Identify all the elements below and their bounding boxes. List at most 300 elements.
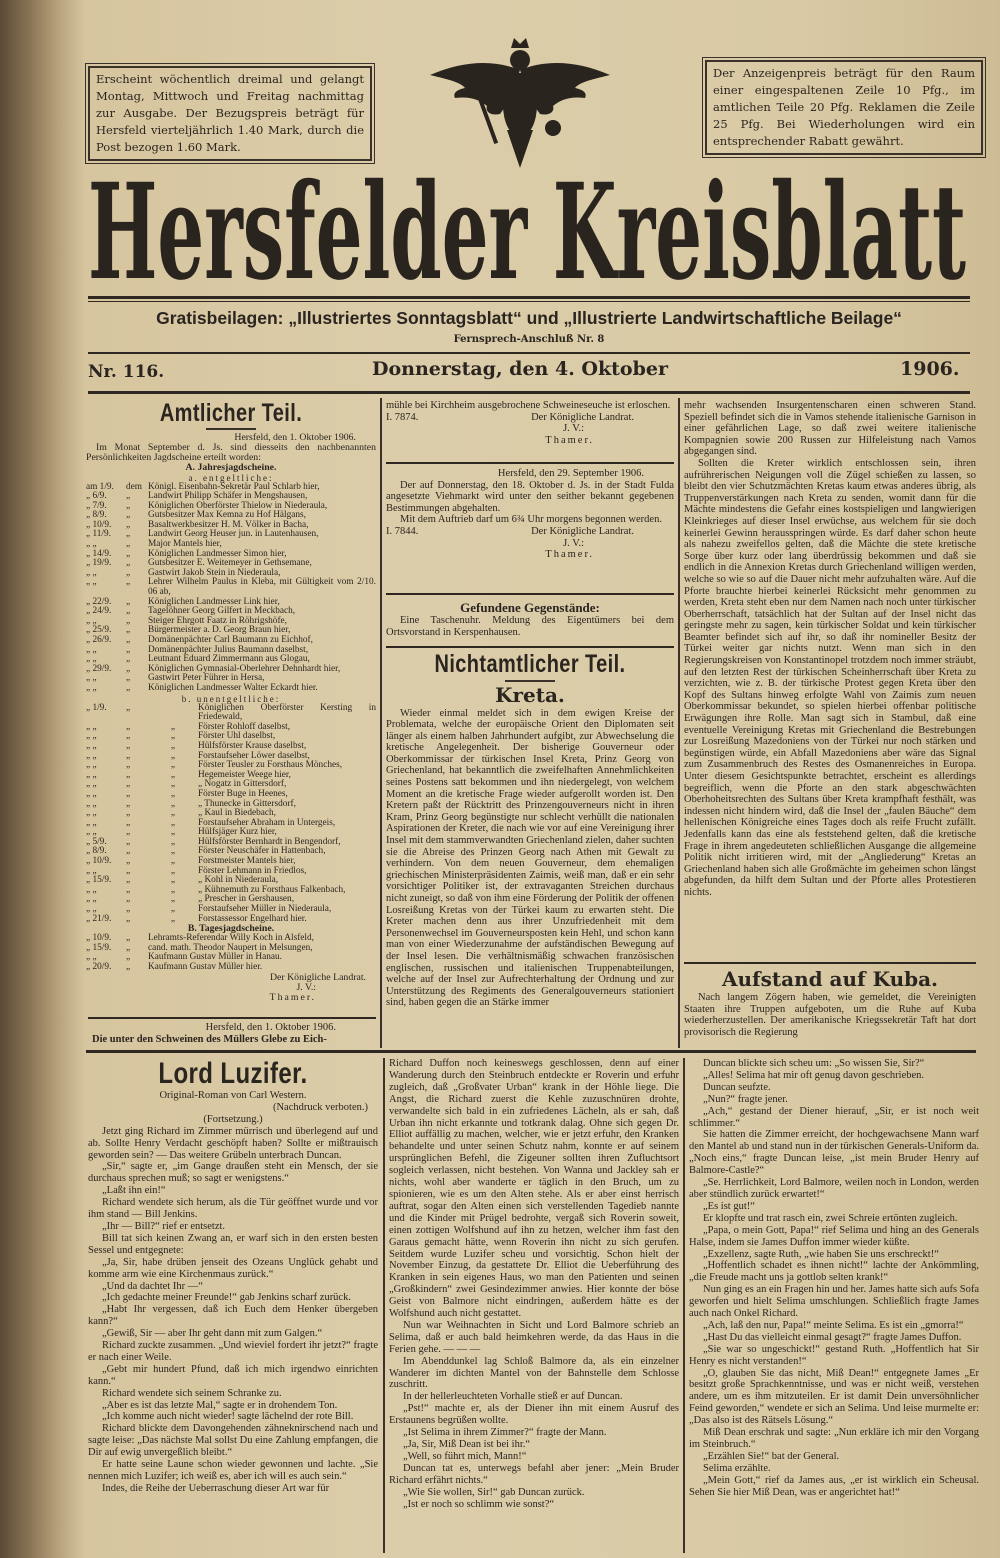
license-holder: Hülfsjäger Kurz hier, [198,827,277,838]
license-list-a [86,483,376,694]
license-date: „ „ [86,673,97,684]
notice-date: Hersfeld, den 1. Oktober 1906. [205,1022,336,1033]
license-preposition: „ [126,721,131,732]
ditto-mark: „ [170,817,176,828]
ditto-mark: „ [170,788,176,799]
license-date: am 1/9. [86,481,114,492]
novel-paragraph: „Sir,“ sagte er, „im Gange draußen steht ein Mensch, der sie durchaus sprechen muß; so sagt er wenigstens.“ [88,1161,378,1185]
license-preposition: „ [126,596,131,607]
novel-paragraph: „Ja, Sir, habe drüben jenseit des Ozeans Unglück gehabt und komme arm wie eine Kirchenmaus zurück.“ [88,1256,378,1280]
license-preposition: „ [126,962,131,972]
license-holder: Major Mantels hier, [148,539,222,550]
novel-paragraph: „Ach, laß den nur, Papa!“ meinte Selima. Es ist ein „gmorra!“ [703,1319,964,1331]
novel-paragraph: „O, glauben Sie das nicht, Miß Dean!“ entgegnete James „Er besitzt große Sprachkenntnisse, und was er nicht weiß, verstehen andere, um es ihm mitzuteilen. Er ist damit Dein unversöhnlicher Feind geworden,“ wendete er sich an Selima. Und leise murmelte er: „Das also ist des Rätsels Lösung.“ [689,1367,979,1427]
license-holder: Kaufmann Gustav Müller in Hanau. [148,952,282,963]
novel-paragraph: „Gebt mir hundert Pfund, daß ich mich irgendwo einrichten kann.“ [88,1363,378,1387]
ditto-mark: „ [170,856,176,867]
novel-paragraph: „Habt Ihr vergessen, daß ich Euch dem Henker übergeben kann?“ [88,1304,378,1328]
novel-paragraph: Richard Duffon noch keineswegs geschlossen, denn auf einer Wanderung durch den Steinbruch entdeckte er Roverin und erfuhr zugleich, daß „Großvater Urban“ krank in der Höhle liege. Die Angst, die Richard zuerst die Kehle zuzuschnüren drohte, verwandelte sich bald in ein zufriedenes Lächeln, als er sah, daß Urban ihn nicht erkannte und totkrank dalag. Ohne sich gegen Dr. Elliot auffällig zu machen, welcher, wie er jetzt erfuhr, den Kranken behandelte und unter seinen Schutz nahm, konnte er auf seinem ursprünglichen Befehl, die Zigeuner sollten ihren Zufluchtsort sogleich verlassen, nicht bestehen. Von Wanna und Jackley sah er nichts, wohl aber wanderte er täglich in den Bruch, um zu spionieren, wie es um den Alten stehe. Als er aber einst herrisch auftrat, sogar den Alten einen sich verstellenden Tagedieb nannte und die Kinder mit Prügel bedrohte, vergaß sich Roverin soweit, einen zottigen Wolfshund auf ihn zu hetzen, welcher ihm fast den Garaus gemacht hätte, wenn Roverin ihn nicht zu sich gerufen. Seitdem wurde Luzifer scheu und vorsichtig. Schon hielt der November Einzug, da gestattete Dr. Elliot die Ueberführung des Kranken in sein eigenes Haus, wo man den Patienten und seinen „Großkindern“ zwei Gesindezimmer anwies. Hier konnte der böse Geist von Balmore nicht eindringen, außerdem hätte es der Wolfshund auch nicht gestattet. [389,1058,679,1320]
license-holder: Domänenpächter Carl Baumann zu Eichhof, [148,635,313,645]
license-date: „ „ [86,827,97,838]
novel-paragraph: „Sie war so ungeschickt!“ gestand Ruth. „Hoffentlich hat Sir Henry es nicht verstanden!“ [689,1343,979,1367]
novel-paragraph: „Ist er noch so schlimm wie sonst?“ [403,1498,555,1510]
signature-name: Thamer. [269,991,316,1003]
license-preposition: „ [126,577,131,588]
license-holder: Förster Buge in Heenes, [198,788,288,799]
license-holder: Gastwirt Jakob Stein in Niederaula, [148,567,281,578]
novel-paragraph: „Gewiß, Sir — aber Ihr geht dann mit zum Galgen.“ [102,1328,323,1340]
continuation-note: (Fortsetzung.) [203,1113,263,1125]
novel-paragraph: „Se. Herrlichkeit, Lord Balmore, weilen noch in London, werden aber stündlich zurück erwartet!“ [689,1177,979,1200]
license-holder: Gutsbesitzer Max Kemna zu Hof Hälgans, [148,510,307,521]
license-date: „ „ [86,904,97,915]
license-date: „ 7/9. [86,500,107,511]
divider [206,428,256,430]
novel-paragraph: „Exzellenz, sagte Ruth, „wie haben Sie uns erschreckt!“ [703,1248,939,1260]
license-preposition: „ [126,875,131,886]
novel-paragraph: Im Abenddunkel lag Schloß Balmore da, als ein einzelner Wanderer im dichten Mantel von der Bahnstelle dem Schlosse zuschritt. [389,1355,679,1391]
novel-paragraph: „Papa, o mein Gott, Papa!“ rief Selima und hing an des Generals Halse, indem sie James Duffon immer wieder küßte. [689,1224,979,1248]
license-date: „ „ [86,682,97,693]
novel-paragraph: „Mein Gott,“ rief da James aus, „er ist wirklich ein Scheusal. Sehen Sie hier Miß Dean, was er angerichtet hat!“ [689,1474,979,1498]
ditto-mark: „ [170,740,176,751]
novel-paragraph: „Laßt ihn ein!“ [102,1185,166,1197]
license-date: „ „ [86,798,97,809]
license-preposition: „ [126,644,131,655]
license-date: „ „ [86,760,97,771]
license-list-c [86,934,376,972]
rule [386,646,674,648]
crete-article [386,651,674,1009]
license-date: „ „ [86,615,97,626]
license-preposition: „ [126,606,131,617]
license-row [86,704,376,723]
novel-paragraph: „Hoffentlich schadet es ihnen nicht!“ lachte der Ankömmling, „die Freude macht uns ja gottlob selten krank!“ [689,1260,979,1284]
license-holder: „ Thunecke in Gittersdorf, [198,798,296,809]
license-row [86,578,376,597]
novel-text [389,1058,679,1510]
license-date: „ „ [86,788,97,799]
license-holder: Basaltwerkbesitzer H. M. Völker in Bacha, [148,519,309,530]
rule [386,593,674,595]
reference-number: I. 7874. [386,411,419,423]
ditto-mark: „ [170,731,176,742]
license-holder: „ Kaul in Biedebach, [198,808,276,819]
novel-paragraph: „Ja, Sir, Miß Dean ist bei ihr.“ [403,1439,531,1450]
novel-paragraph: Jetzt ging Richard im Zimmer mürrisch und überlegend auf und ab. Sollte Henry Verdacht geschöpft haben? Sollte er mißtrauisch geworden sein? — Das weitere Grübeln unterbrach Duncan. [88,1125,378,1161]
license-holder: Hülfsförster Bernhardt in Bengendorf, [198,836,341,847]
novel-paragraph: In der hellerleuchteten Vorhalle stieß er auf Duncan. [403,1391,623,1403]
license-preposition: „ [126,548,131,559]
license-preposition: „ [126,913,131,924]
signature-jv: J. V.: [296,981,316,993]
crete-article-title: Kreta. [495,682,565,707]
license-preposition: „ [126,779,131,790]
reference-number: I. 7844. [386,525,419,537]
novel-column-3 [689,1058,979,1499]
license-date: „ 14/9. [86,548,112,559]
license-holder: Gutsbesitzer E. Weitemeyer in Gethsemane, [148,558,312,569]
license-holder: Förster Neuschäfer in Hattenbach, [198,846,326,857]
column-divider [383,1058,385,1553]
novel-paragraph: „Ist Selima in ihrem Zimmer?“ fragte der Mann. [403,1427,607,1439]
notice-date: Hersfeld, den 29. September 1906. [497,468,644,479]
license-preposition: „ [126,836,131,847]
ditto-mark: „ [170,904,176,915]
license-holder: Gastwirt Peter Führer in Hersa, [148,673,265,684]
advertising-rates-box [705,60,983,155]
license-preposition: „ [126,952,131,963]
license-date: „ 6/9. [86,491,107,502]
license-date: „ „ [86,817,97,828]
notice-text: mühle bei Kirchheim ausgebrochene Schweineseuche ist erloschen. [386,400,671,411]
subsection-a-heading: a. entgeltliche: [188,472,274,483]
license-holder: Forstassessor Engelhard hier. [198,913,307,924]
feuilleton-rule [86,1050,976,1053]
license-preposition: dem [126,481,143,492]
license-date: „ „ [86,750,97,761]
license-date: „ „ [86,894,97,905]
license-date: „ „ [86,952,97,963]
official-section [86,400,376,1003]
license-preposition: „ [126,663,131,674]
ditto-mark: „ [170,798,176,809]
license-date: „ 19/9. [86,558,112,569]
article-paragraph: Wieder einmal meldet sich in dem ewigen Kreise der Problemata, welche der europäische Orient den Diplomaten seit länger als einem halben Jahrhundert aufgibt, zur Abwechselung die kretische Angelegenheit. Der bisherige Gouverneur oder Oberkommissar der türkischen Insel Kreta, Prinz Georg von Griechenland, hat bekanntlich die zweifelhaften Annehmlichkeiten seines Postens satt bekommen und ihn niedergelegt, von welchem Moment an die kretische Frage wieder aufgerollt worden ist. Den Kretern paßt der Rücktritt des Prinzengouverneurs nicht in ihren Kram, Prinz Georg begünstigte nur schlecht verhüllt die nationalen Aspirationen der Kreter, die nach wie vor auf eine Vereinigung ihrer Insel mit dem stammverwandten Griechenland zielen, daher suchten sie die Abreise des Prinzen Georg nach Athen mit Gewalt zu verhindern. Von dem neuen Gouverneur, dem ehemaligen griechischen Ministerpräsidenten Zaimis, weiß man, daß er ein sehr vorsichtiger Politiker ist, der extravaganten Streichen durchaus nicht zuneigt, so daß von ihm eine Förderung der Politik der offenen Losreißung Kretas von der Türkei kaum zu erwarten steht. Die Kreter machen denn aus ihrer Unzufriedenheit mit dem Personenwechsel im Gouverneursposten kein Hehl, und schon kann man von einer Wiederzunahme der aufständischen Bewegung auf der Insel lesen. Die verhältnismäßig schwachen französischen englischen, russischen und italienischen Truppenabteilungen, welche auf der Insel zur Aufrechterhaltung der Ordnung und zur Unterstützung des Regiments des Generalgouverneurs stationiert sind, haben gegen die an Stärke immer [386,707,674,1009]
license-preposition: „ [126,615,131,626]
license-holder: Förster Rohloff daselbst, [198,721,291,732]
ditto-mark: „ [170,760,176,771]
license-holder: Forstaufseher Löwer daselbst, [198,750,310,761]
license-preposition: „ [126,500,131,511]
license-date: „ 21/9. [86,913,112,924]
section-b-heading: B. Tagesjagdscheine. [187,923,275,935]
license-holder: Königlichen Gymnasial-Oberlehrer Dehnhardt hier, [148,663,341,674]
article-paragraph: mehr wachsenden Insurgentenscharen einen schweren Stand. Speziell befindet sich die in Vamos stehende italienische Garnison in einer gefährlichen Lage, so daß zwei weitere italienische Kompagnien sowie 200 Russen zur Hilfeleistung nach Vamos abgegangen sind. [684,400,976,458]
license-preposition: „ [126,539,131,550]
signature-name: Thamer. [545,549,594,561]
license-holder: „ Nogatz in Gittersdorf, [198,779,287,790]
novel-paragraph: „Aber es ist das letzte Mal,“ sagte er in drohendem Ton. [102,1399,338,1411]
license-holder: Königlichen Landmesser Walter Eckardt hier. [148,682,318,693]
reference-signature-row [386,526,674,538]
license-date: „ „ [86,769,97,780]
license-preposition: „ [126,894,131,905]
license-row [86,684,376,694]
license-holder: Königl. Eisenbahn-Sekretär Paul Schlarb hier, [148,481,320,492]
swine-fever-notice-continued [386,400,674,446]
notice-date: Hersfeld, den 1. Oktober 1906. [234,431,356,443]
ditto-mark [148,704,198,723]
novel-paragraph: Duncan seufzte. [703,1081,771,1093]
license-preposition: „ [126,673,131,684]
license-preposition: „ [126,788,131,799]
novel-text [88,1126,378,1495]
license-holder: Hülfsförster Krause daselbst, [198,740,307,751]
license-holder: Lehrer Wilhelm Paulus in Kleba, mit Gültigkeit vom 2/10. 06 ab, [148,577,376,598]
novel-paragraph: Sie hatten die Zimmer erreicht, der hochgewachsene Mann warf den Mantel ab und stand nun in der türkischen Generals-Uniform da. „Noch eins,“ fragte Duncan leise, „ist mein Bruder Henry auf Balmore-Castle?“ [689,1129,979,1177]
license-preposition: „ [126,654,131,665]
subscription-info-box [88,66,372,161]
license-preposition: „ [126,827,131,838]
license-date: „ 22/9. [86,596,112,607]
signature-name: Thamer. [545,434,594,446]
novel-paragraph: Er hatte seine Laune schon wieder gewonnen und lachte. „Sie nennen mich Luzifer; ich weiß es, aber ich will es auch sein.“ [88,1459,378,1482]
license-preposition: „ [126,884,131,895]
license-holder: Forstmeister Mantels hier, [198,856,296,867]
license-date: „ 10/9. [86,519,112,530]
ditto-mark: „ [170,884,176,895]
signature-title: Der Königliche Landrat. [269,971,366,983]
license-date: „ 20/9. [86,962,112,972]
license-preposition: „ [126,731,131,742]
found-items-notice [386,600,674,638]
novel-title: Lord Luzifer. [158,1057,308,1090]
ditto-mark: „ [170,779,176,790]
license-date: „ „ [86,884,97,895]
license-date: „ „ [86,740,97,751]
license-date: „ 10/9. [86,933,112,944]
novel-paragraph: Miß Dean erschrak und sagte: „Nun erkläre ich mir den Vorgang im Steinbruch.“ [689,1427,979,1450]
rule [88,301,970,302]
advertising-rates-text: Der Anzeigenpreis beträgt für den Raum einer eingespaltenen Zeile 10 Pfg., im amtlichen Teile 20 Pfg. Reklamen die Zeile 25 Pfg. Bei Wiederholungen wird ein entsprechender Rabatt gewährt. [713,66,975,148]
license-date: „ 10/9. [86,856,112,867]
license-holder: Tagelöhner Georg Gilfert in Meckbach, [148,606,296,617]
rule [88,391,970,394]
license-preposition: „ [126,510,131,521]
ditto-mark: „ [170,827,176,838]
license-holder: Königlichen Landmesser Link hier, [148,596,280,607]
license-holder: „ Kohl in Niederaula, [198,875,279,886]
license-preposition: „ [126,740,131,751]
license-holder: Königlichen Oberförster Thielow in Niederaula, [148,500,328,511]
novel-paragraph: „Wie Sie wollen, Sir!“ gab Duncan zurück. [403,1486,585,1498]
novel-paragraph: Richard wendete sich herum, als die Tür geöffnet wurde und vor ihm stand — Bill Jenkins. [88,1197,378,1221]
license-holder: Förster Teusler zu Forsthaus Mönches, [198,760,343,771]
license-date: „ „ [86,567,97,578]
license-holder: „ Prescher in Gershausen, [198,894,295,905]
signature-title: Der Königliche Landrat. [531,525,634,537]
notice-text: Die unter den Schweinen des Müllers Glebe zu Eich- [92,1033,327,1045]
cattle-market-notice [386,468,674,561]
novel-paragraph: „Ihr — Bill?“ rief er entsetzt. [102,1220,226,1232]
license-preposition: „ [126,702,131,713]
notice-paragraph: Der auf Donnerstag, den 18. Oktober d. Js. in der Stadt Fulda angesetzte Viehmarkt wird unter den seither bekannt gegebenen Bestimmungen abgehalten. [386,479,674,514]
column-divider [683,1058,685,1553]
license-list-b [86,704,376,925]
signature-jv: J. V.: [563,423,584,435]
license-date: „ „ [86,808,97,819]
newspaper-title-text: Hersfelder Kreisblatt [88,160,967,295]
license-preposition: „ [126,817,131,828]
ditto-mark: „ [170,750,176,761]
reprint-notice: (Nachdruck verboten.) [272,1101,368,1113]
license-preposition: „ [126,519,131,530]
novel-paragraph: „Nun?“ fragte jener. [703,1093,788,1105]
novel-paragraph: Er klopfte und trat rasch ein, zwei Schreie ertönten zugleich. [703,1212,958,1224]
license-date: „ „ [86,539,97,550]
ditto-mark: „ [170,721,176,732]
rule [88,352,970,354]
divider [505,680,555,682]
phone-number: Fernsprech-Anschluß Nr. 8 [453,334,605,345]
license-holder: Förster Uhl daselbst, [198,731,276,742]
license-date: „ „ [86,779,97,790]
license-preposition: „ [126,808,131,819]
license-holder: Domänenpächter Julius Baumann daselbst, [148,644,309,655]
issue-year: 1906. [900,358,960,380]
ditto-mark: „ [170,769,176,780]
ditto-mark: „ [170,894,176,905]
license-date: „ „ [86,731,97,742]
novel-paragraph: Indes, die Reihe der Ueberraschung dieser Art war für [102,1482,330,1494]
license-preposition: „ [126,529,131,540]
found-items-text: Eine Taschenuhr. Meldung des Eigentümers bei dem Ortsvorstand in Kerspenhausen. [386,615,674,638]
ditto-mark: „ [170,875,176,886]
novel-paragraph: Nun ging es an ein Fragen hin und her. James hatte sich aufs Sofa geworfen und hielt Selima umschlungen. Schließlich fragte James auch nach Onkel Richard. [689,1284,979,1320]
license-date: „ 24/9. [86,606,112,617]
license-date: „ „ [86,577,97,588]
license-date: „ 8/9. [86,846,107,857]
license-date: „ „ [86,644,97,655]
license-preposition: „ [126,625,131,636]
license-holder: cand. math. Theodor Naupert in Melsungen, [148,942,313,953]
article-paragraph: Sollten die Kreter wirklich entschlossen sein, ihren aufrührerischen Neigungen voll die Zügel schießen zu lassen, so bleibt den vier Schutzmächten Kretas kaum etwas anderes übrig, als Truppenverstärkungen nach Kreta zu senden, womit dann für die Mächte mindestens die Gefahr eines kostspieligen und langwierigen Kleinkrieges auf dieser Insel erwüchse, aus welchem für sie doch keinerlei Gewinn herausspringen würde. Es darf daher schon heute als nahezu zweifellos gelten, daß die Mächte die stete kretische Sorge über kurz oder lang überdrüssig bekommen und daß sie endlich in die Annexion Kretas durch Griechenland willigen werden, welche so wie so auf die Dauer nicht mehr aufzuhalten wäre. Auf die Pforte brauchte hierbei keinerlei Rücksicht mehr genommen zu werden, Kreta steht eben nur dem Namen nach noch unter türkischer Oberherrschaft, tatsächlich hat der Sultan auf der Insel nicht das geringste mehr zu sagen, kein türkischer Soldat und kein türkischer Beamter befindet sich auf ihr, so daß ihr nomineller Besitz der Türkei weiter gar nichts nutzt. Wenn man sich in den Regierungskreisen von Konstantinopel trotzdem noch immer sträubt, auf den letzten Rest der türkischen Scheinherrschaft über Kreta zu verzichten, wie z. B. der türkische Protest gegen Kreta über den Kopf des Sultans hinweg erfolgte Wahl von Zaimis zum neuen Oberkommissar bekundet, so spielen hierbei offenbar politische Erwägungen ihre Rolle. Man sagt sich in Stambul, daß eine eventuelle Vereinigung Kretas mit Griechenland die Bestrebungen zur Losreißung Mazedoniens von der Türkei nur noch stärken und begünstigen würde, ein Abfall Mazedoniens aber wäre das Signal zum Zusammenbruch des Restes des Osmanenreiches in Europa. Unter diesem Gesichtspunkte betrachtet, erscheint es allerdings begreiflich, wenn die Pforte an den stark abgeschwächten Oberhoheitsrechten des Sultans über Kreta krampfhaft festhält, was indessen nicht hindern wird, daß die Insel der „faulen Bäuche“ dem hellenischen Königreiche eines Tages doch als reife Frucht zufällt. Jedenfalls kann das eine als feststehend gelten, daß die kretische Frage in ihrem angedeuteten schließlichen Ausgange die allgemeine Politik nicht irritieren wird, mit der „Angliederung“ Kretas an Griechenland haben sich alle Großmächte im geheimen schon längst abgefunden, da hilft dem Sultan und der Pforte alles Protestieren nichts. [684,457,976,898]
section-a-heading: A. Jahresjagdscheine. [185,461,277,473]
novel-paragraph: Duncan blickte sich scheu um: „So wissen Sie, Sir?“ [703,1058,925,1069]
novel-paragraph: Nun war Weihnachten in Sicht und Lord Balmore schrieb an Selima, daß er auch bald heimkehren werde, da das Haus in die Ferien gehe. — — — [389,1319,679,1355]
license-holder: „ Kühnemuth zu Forsthaus Falkenbach, [198,884,346,895]
license-holder: Bürgermeister a. D. Georg Braun hier, [148,625,291,636]
novel-paragraph: „Hast Du das vielleicht einmal gesagt?“ fragte James Duffon. [703,1331,962,1343]
license-holder: Förster Lehmann in Friedlos, [198,865,307,876]
novel-paragraph: „Well, so führt mich, Mann!“ [403,1450,527,1462]
novel-paragraph: „Und da dachtet Ihr —“ [102,1280,203,1292]
issue-date: Donnerstag, den 4. Oktober [372,358,668,380]
supplements-line: Gratisbeilagen: „Illustriertes Sonntagsblatt“ und „Illustrierte Landwirtschaftliche Beilage“ [156,308,902,328]
crete-article-continued [684,400,976,899]
column-divider [678,398,680,1048]
signature-title: Der Königliche Landrat. [531,411,634,423]
license-preposition: „ [126,635,131,645]
signature-jv: J. V.: [563,537,584,549]
rule [88,296,970,299]
license-holder: Lehramts-Referendar Willy Koch in Alsfeld, [148,933,314,944]
rule [386,462,674,464]
license-date: „ „ [86,654,97,665]
novel-column-2 [389,1058,679,1510]
license-holder: Kaufmann Gustav Müller hier. [148,962,263,972]
license-preposition: „ [126,933,131,944]
novel-byline: Original-Roman von Carl Western. [159,1090,307,1101]
article-paragraph: Nach langem Zögern haben, wie gemeldet, die Vereinigten Staaten ihre Truppen aufgeboten, um die Ruhe auf Kuba wiederherzustellen. Der amerikanische Kriegssekretär Taft hat dort provisorisch die Regierung [684,992,976,1038]
rule [684,962,976,964]
license-preposition: „ [126,798,131,809]
swine-fever-notice [86,1022,376,1045]
column-divider [380,398,382,1048]
novel-paragraph: Duncan tat es, unterwegs befahl aber jener: „Mein Bruder Richard erfährt nichts.“ [389,1462,679,1486]
license-date: „ 15/9. [86,942,112,953]
novel-paragraph: „Alles! Selima hat mir oft genug davon geschrieben. [703,1069,925,1081]
license-date: „ 29/9. [86,663,112,674]
rule [88,1017,376,1019]
license-preposition: „ [126,856,131,867]
newspaper-title [88,160,972,295]
license-preposition: „ [126,904,131,915]
license-date: „ 26/9. [86,635,112,645]
license-holder: Landwirt Philipp Schäfer in Mengshausen, [148,491,308,502]
license-preposition: „ [126,942,131,953]
license-date: „ 11/9. [86,529,111,540]
license-preposition: „ [126,682,131,693]
ditto-mark: „ [170,913,176,924]
license-holder: Forstaufseher Abraham in Untergeis, [198,817,336,828]
notice-paragraph: Mit dem Auftrieb darf um 6¾ Uhr morgens begonnen werden. [400,514,662,526]
license-holder: Königlichen Landmesser Simon hier, [148,548,287,559]
license-date: „ „ [86,721,97,732]
eagle-emblem-icon [425,30,615,170]
license-holder: Steiger Ehrgott Faatz in Röhrigshöfe, [148,615,287,626]
ditto-mark: „ [170,836,176,847]
license-date: „ 5/9. [86,836,107,847]
novel-text [689,1058,979,1499]
license-preposition: „ [126,750,131,761]
novel-paragraph: „Es ist gut!“ [703,1200,755,1212]
ditto-mark: „ [170,865,176,876]
license-holder: Leutnant Eduard Zimmermann aus Glogau, [148,654,310,665]
license-preposition: „ [126,558,131,569]
novel-paragraph: „Ich gedachte meiner Freunde!“ gab Jenkins scharf zurück. [102,1292,351,1304]
novel-paragraph: „Pst!“ machte er, als der Diener ihn mit einem Ausruf des Erstaunens begrüßen wollte. [389,1403,679,1427]
ditto-mark: „ [170,846,176,857]
issue-number: Nr. 116. [88,362,165,382]
novel-paragraph: „Ach,“ gestand der Diener hierauf, „Sir, er ist noch weit schlimmer.“ [689,1105,979,1129]
license-preposition: „ [126,491,131,502]
novel-paragraph: Bill tat sich keinen Zwang an, er warf sich in den ersten besten Sessel und entgegnete: [88,1232,378,1256]
novel-paragraph: Selima erzählte. [703,1462,771,1474]
cuba-article [684,968,976,1038]
license-date: „ 1/9. [86,702,107,713]
novel-paragraph: Richard zuckte zusammen. „Und wieviel fordert ihr jetzt?“ fragte er nach einer Weile. [88,1340,378,1363]
cuba-article-title: Aufstand auf Kuba. [721,967,939,991]
license-preposition: „ [126,769,131,780]
license-date: „ 25/9. [86,625,112,636]
license-preposition: „ [126,846,131,857]
license-preposition: „ [126,760,131,771]
subsection-b-heading: b. unentgeltliche: [181,693,281,704]
license-date: „ 15/9. [86,875,112,886]
novel-paragraph: „Erzählen Sie!“ bat der General. [703,1450,840,1462]
subscription-info-text: Erscheint wöchentlich dreimal und gelangt Montag, Mittwoch und Freitag nachmittag zur Ausgabe. Der Bezugspreis beträgt für Hersfeld vierteljährlich 1.40 Mark, durch die Post bezogen 1.60 Mark. [96,72,364,154]
license-preposition: „ [126,865,131,876]
novel-paragraph: „Ich komme auch nicht wieder! sagte lächelnd der rote Bill. [102,1411,354,1423]
novel-column-1 [88,1058,378,1495]
notice-intro: Im Monat September d. Js. sind diesseits den nachbenannten Persönlichkeiten Jagdscheine erteilt worden: [86,441,376,463]
found-items-heading: Gefundene Gegenstände: [460,600,600,615]
license-holder: Königlichen Oberförster Kersting in Friedewald, [198,702,376,723]
license-preposition: „ [126,567,131,578]
license-date: „ „ [86,865,97,876]
reference-signature-row [386,412,674,424]
novel-paragraph: Richard blickte dem Davongehenden zähneknirschend nach und sagte leise: „Das nächste Mal sollst Du eine Zahlung empfangen, die Dir auf ewig unvergeßlich bleibt.“ [88,1423,378,1459]
license-date: „ 8/9. [86,510,107,521]
license-holder: Hegemeister Weege hier, [198,769,291,780]
novel-paragraph: Richard wendete sich seinem Schranke zu. [102,1387,282,1399]
license-holder: Landwirt Georg Heuser jun. in Lautenhausen, [148,529,319,540]
license-holder: Forstaufseher Müller in Niederaula, [198,904,332,915]
official-section-heading: Amtlicher Teil. [159,399,303,427]
unofficial-section-heading: Nichtamtlicher Teil. [434,650,626,678]
